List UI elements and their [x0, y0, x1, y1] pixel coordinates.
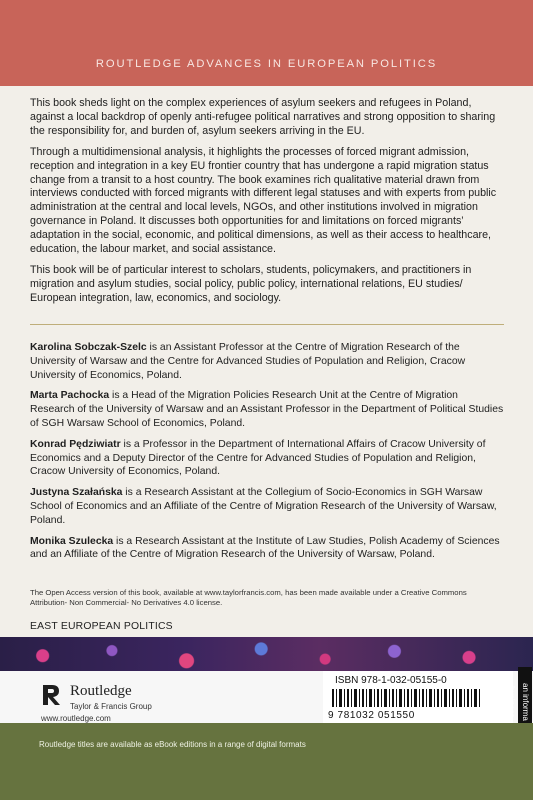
author-bio	[30, 438, 504, 479]
author-bios	[30, 341, 504, 569]
author-name: Karolina Sobczak-Szelc	[30, 342, 147, 353]
publisher-url: www.routledge.com	[41, 714, 111, 723]
barcode-digits: 9 781032 051550	[328, 710, 415, 721]
author-name: Justyna Szałańska	[30, 487, 123, 499]
informa-tag: an informa business	[518, 667, 532, 737]
header-band	[0, 0, 533, 86]
author-bio	[30, 535, 504, 563]
description-paragraph: Through a multidimensional analysis, it highlights the processes of forced migrant admission, reception and integration in a key EU frontier country that has undergone a rapid migration status change from a transit to a host country. The book examines rich qualitative material drawn from interviews conducted with forced migrants with different legal statuses and with experts from public administration at the central and local levels, NGOs, and other institutions involved in migration governance in Poland. It discusses both opportunities for and limitations on forced migrants’ adaptation in the social, economic, and political dimensions, as well as their access to healthcare, education, the labour market, and social assistance.	[30, 145, 497, 256]
decorative-stripe	[0, 637, 533, 671]
author-description: is an Assistant Professor at the Centre of Migration Research of the University of Warsaw and the Centre for Advanced Studies of Population and Religion, Cracow University of Economics, Poland.	[30, 342, 466, 381]
author-bio	[30, 341, 504, 382]
description	[30, 97, 504, 313]
subject-label: EAST EUROPEAN POLITICS	[30, 621, 173, 632]
isbn-text: ISBN 978-1-032-05155-0	[335, 675, 447, 686]
description-paragraph: This book sheds light on the complex experiences of asylum seekers and refugees in Poland, against a local backdrop of openly anti-refugee political narratives and strong opposition to sharing the responsibility for, and burden of, asylum seekers arriving in the EU.	[30, 97, 496, 137]
publisher-group: Taylor & Francis Group	[70, 702, 152, 711]
barcode-icon	[332, 689, 482, 707]
divider	[30, 324, 504, 325]
author-description: is a Head of the Migration Policies Research Unit at the Centre of Migration Research of the University of Warsaw and an Assistant Professor in the Department of Political Studies of SGH Warsaw School of Economics, Poland.	[30, 390, 504, 429]
ebook-note: Routledge titles are available as eBook editions in a range of digital formats	[39, 740, 306, 749]
author-description: is a Research Assistant at the Collegium of Socio-Economics in SGH Warsaw School of Economics and an Affiliate of the Centre of Migration Research of the University of Warsaw, Poland.	[30, 487, 497, 526]
series-title: ROUTLEDGE ADVANCES IN EUROPEAN POLITICS	[95, 58, 438, 70]
author-name: Konrad Pędziwiatr	[30, 438, 121, 450]
author-description: is a Research Assistant at the Institute of Law Studies, Polish Academy of Sciences and an Affiliate of the Centre of Migration Research of the University of Warsaw, Poland.	[30, 535, 500, 561]
author-bio	[30, 389, 504, 430]
footer-band	[0, 723, 533, 800]
open-access-note: The Open Access version of this book, available at www.taylorfrancis.com, has been made available under a Creative Commons Attribution- Non Commercial- No Derivatives 4.0 license.	[30, 588, 467, 607]
author-name: Marta Pachocka	[30, 390, 110, 402]
author-name: Monika Szulecka	[30, 535, 114, 547]
routledge-logo-icon	[39, 682, 65, 708]
description-paragraph: This book will be of particular interest to scholars, students, policymakers, and practitioners in migration and asylum studies, social policy, public policy, international relations, EU studies/ European integration, law, economics, and sociology.	[30, 263, 472, 304]
publisher-name: Routledge	[70, 683, 132, 699]
author-description: is a Professor in the Department of International Affairs of Cracow University of Economics and a Deputy Director of the Centre for Advanced Studies of Population and Religion, Cracow University of Economics, Poland.	[30, 438, 486, 478]
author-bio	[30, 486, 504, 527]
